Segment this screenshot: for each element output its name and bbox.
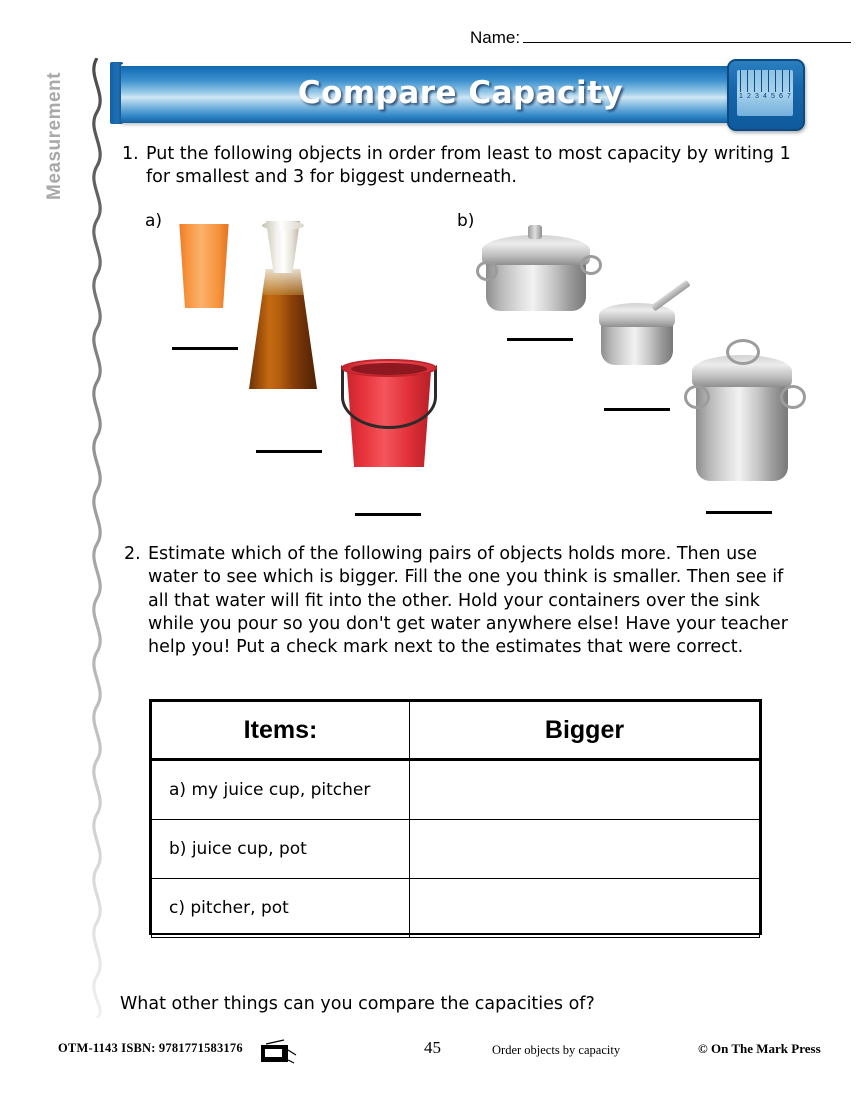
- decorative-wavy-line: [82, 58, 112, 1018]
- object-steel-pot-with-lid: [478, 225, 594, 315]
- ruler-number: 3: [755, 93, 759, 100]
- answer-line-a-3[interactable]: [355, 513, 421, 516]
- stock-pot-right-ear: [780, 385, 806, 409]
- name-field-row: [470, 28, 851, 48]
- comparison-table: [151, 701, 760, 938]
- ruler-number: 7: [787, 93, 791, 100]
- answer-line-a-1[interactable]: [172, 347, 238, 350]
- row-items-b: b) juice cup, pot: [152, 820, 410, 879]
- table-row: [152, 760, 760, 820]
- title-banner: [110, 62, 800, 124]
- group-b-label: b): [457, 211, 475, 231]
- page-title: Compare Capacity: [297, 74, 624, 111]
- table-header-row: [152, 702, 760, 760]
- row-items-a: a) my juice cup, pitcher: [152, 760, 410, 820]
- question-1: [122, 143, 802, 190]
- ruler-numbers: [737, 93, 793, 100]
- name-label: Name:: [470, 28, 521, 47]
- question-2-text: Estimate which of the following pairs of objects holds more. Then use water to see which is bigger. Fill the one you think is smaller. Then see if all that water will fit into the other. Hold your containers over the sink while you pour so you don't get water anywhere else! Have your teacher help you! Put a check mark next to the estimates that were correct.: [148, 544, 788, 658]
- closing-question: What other things can you compare the capacities of?: [120, 994, 595, 1014]
- pot-lid: [482, 235, 590, 265]
- stock-pot-body: [696, 377, 788, 481]
- header-bigger: Bigger: [410, 702, 760, 760]
- object-orange-juice-cup: [176, 224, 232, 308]
- pot-lid-knob: [528, 225, 542, 239]
- stock-pot-left-ear: [684, 385, 710, 409]
- question-2: [124, 543, 796, 659]
- answer-line-b-3[interactable]: [706, 511, 772, 514]
- question-2-number: 2.: [124, 544, 141, 564]
- question-1-text: Put the following objects in order from least to most capacity by writing 1 for smallest and 3 for biggest underneath.: [146, 144, 791, 188]
- row-answer-a[interactable]: [410, 760, 760, 820]
- group-a-label: a): [145, 211, 163, 231]
- sidebar-subject-label: Measurement: [44, 72, 65, 200]
- orange-cup-shape: [176, 224, 232, 308]
- object-steel-saucepan: [595, 287, 695, 367]
- ruler-face: [737, 70, 793, 116]
- saucepan-lid: [599, 303, 675, 327]
- footer-page-number: 45: [424, 1038, 441, 1057]
- bucket-icon: [258, 1038, 298, 1064]
- footer-isbn: OTM-1143 ISBN: 9781771583176: [58, 1041, 243, 1055]
- question-1-number: 1.: [122, 144, 139, 164]
- ruler-number: 6: [779, 93, 783, 100]
- stock-pot-lid-handle: [726, 339, 760, 365]
- object-steel-stock-pot: [682, 333, 808, 485]
- table-row: [152, 820, 760, 879]
- row-items-c: c) pitcher, pot: [152, 879, 410, 938]
- pot-left-ear: [476, 261, 498, 281]
- answer-line-b-2[interactable]: [604, 408, 670, 411]
- page-footer: [0, 1038, 867, 1068]
- ruler-number: 5: [771, 93, 775, 100]
- footer-topic: Order objects by capacity: [492, 1043, 621, 1057]
- row-answer-c[interactable]: [410, 879, 760, 938]
- answer-line-a-2[interactable]: [256, 450, 322, 453]
- header-items: Items:: [152, 702, 410, 760]
- ruler-number: 1: [739, 93, 743, 100]
- ruler-number: 2: [747, 93, 751, 100]
- pot-right-ear: [580, 255, 602, 275]
- bucket-interior: [351, 363, 427, 375]
- footer-publisher: © On The Mark Press: [698, 1041, 821, 1056]
- answer-line-b-1[interactable]: [507, 338, 573, 341]
- pitcher-lip: [262, 221, 304, 230]
- ruler-number: 4: [763, 93, 767, 100]
- saucepan-handle: [651, 280, 691, 312]
- table-row: [152, 879, 760, 938]
- ruler-icon: [727, 59, 805, 131]
- name-input-line[interactable]: [523, 28, 851, 43]
- row-answer-b[interactable]: [410, 820, 760, 879]
